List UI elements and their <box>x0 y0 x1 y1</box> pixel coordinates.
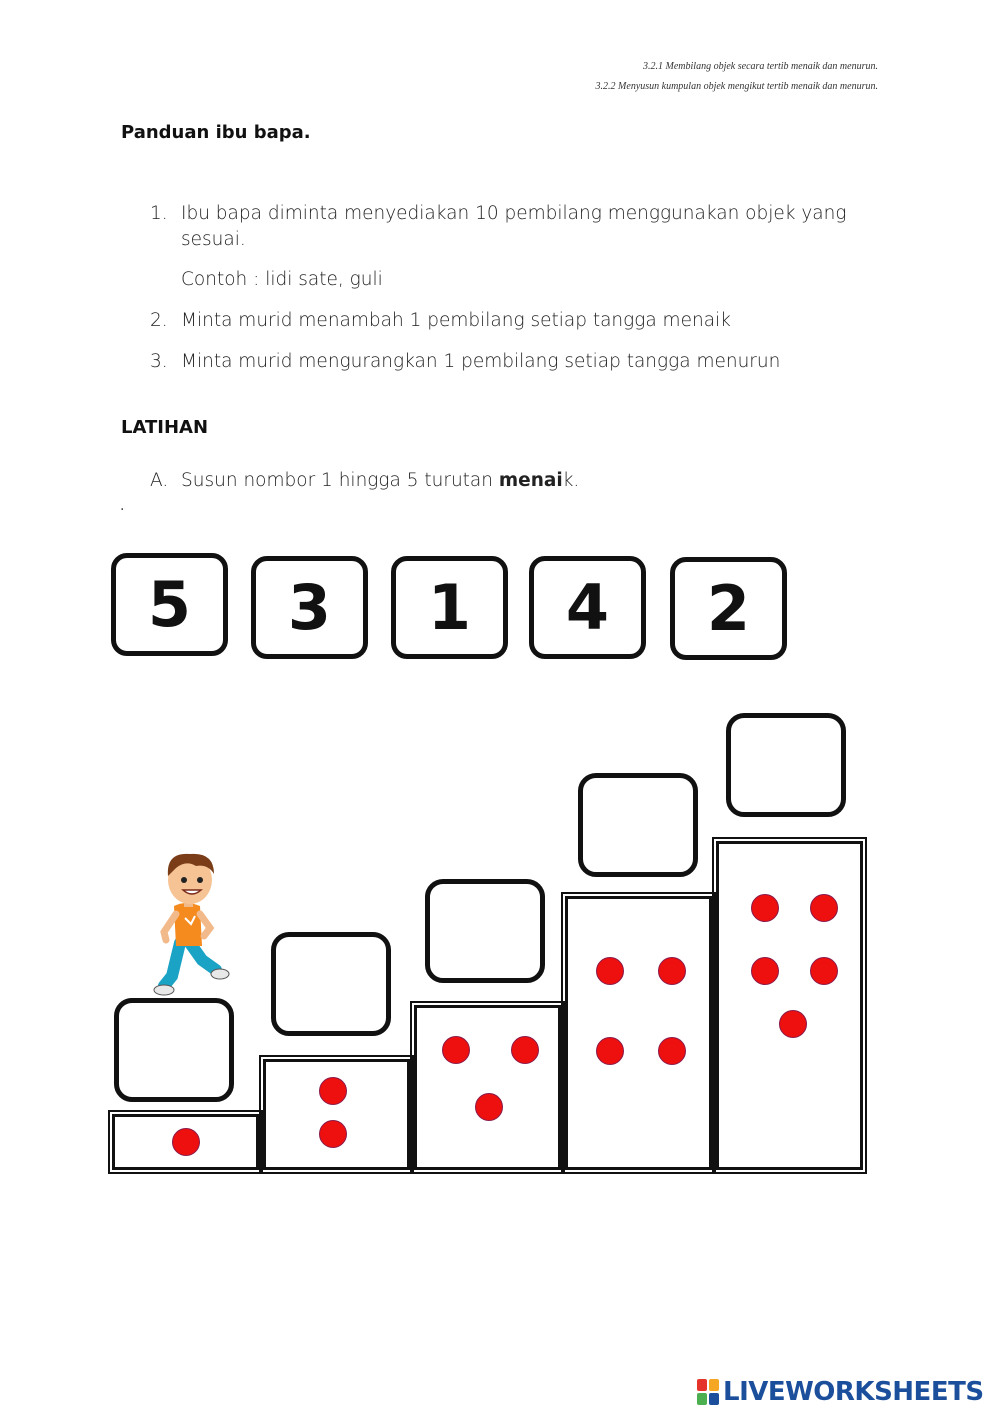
guide-item-1 <box>150 201 870 253</box>
answer-drop-box-1[interactable] <box>114 998 234 1102</box>
answer-drop-box-5[interactable] <box>726 713 846 817</box>
counter-dot <box>475 1093 503 1121</box>
counter-dot <box>810 957 838 985</box>
counter-dot <box>658 1037 686 1065</box>
counter-dot <box>319 1120 347 1148</box>
counter-dot <box>442 1036 470 1064</box>
liveworksheets-logo-icon <box>697 1379 719 1405</box>
curriculum-ref-1: 3.2.1 Membilang objek secara tertib menaik dan menurun. <box>643 61 878 72</box>
counter-dot <box>596 1037 624 1065</box>
stair-step-4 <box>565 896 712 1170</box>
guide-example-text: Contoh : lidi sate, guli <box>181 269 383 290</box>
guide-item-3 <box>150 349 780 375</box>
instruction-letter: A. <box>150 470 169 491</box>
stair-step-3 <box>414 1005 561 1170</box>
stair-step-5 <box>716 841 863 1170</box>
curriculum-ref-2: 3.2.2 Menyusun kumpulan objek mengikut tertib menaik dan menurun. <box>595 81 878 92</box>
counter-dot <box>511 1036 539 1064</box>
exercise-title: LATIHAN <box>121 417 209 438</box>
answer-drop-box-2[interactable] <box>271 932 391 1036</box>
boy-climbing-illustration <box>150 848 230 998</box>
guide-item-2 <box>150 308 731 334</box>
counter-dot <box>779 1010 807 1038</box>
guide-item-number: 3. <box>150 351 168 372</box>
counter-dot <box>658 957 686 985</box>
number-card[interactable]: 4 <box>529 556 646 659</box>
number-card[interactable]: 5 <box>111 553 228 656</box>
counter-dot <box>751 957 779 985</box>
guide-item-text: Ibu bapa diminta menyediakan 10 pembilang menggunakan objek yang sesuai. <box>181 203 847 250</box>
number-card[interactable]: 2 <box>670 557 787 660</box>
stair-step-2 <box>263 1059 410 1170</box>
counter-dot <box>810 894 838 922</box>
number-card[interactable]: 1 <box>391 556 508 659</box>
stray-mark: . <box>120 498 125 514</box>
guide-item-text: Minta murid menambah 1 pembilang setiap tangga menaik <box>181 310 731 331</box>
number-card[interactable]: 3 <box>251 556 368 659</box>
counter-dot <box>751 894 779 922</box>
guide-item-text: Minta murid mengurangkan 1 pembilang setiap tangga menurun <box>181 351 781 372</box>
exercise-instruction: A. Susun nombor 1 hingga 5 turutan menaik. <box>150 468 579 494</box>
answer-drop-box-3[interactable] <box>425 879 545 983</box>
answer-drop-box-4[interactable] <box>578 773 698 877</box>
liveworksheets-logo: LIVEWORKSHEETS <box>697 1377 984 1407</box>
guide-example <box>150 267 383 293</box>
counter-dot <box>319 1077 347 1105</box>
guide-item-number: 1. <box>150 203 168 224</box>
parent-guide-title: Panduan ibu bapa. <box>121 122 311 143</box>
counter-dot <box>596 957 624 985</box>
guide-item-number: 2. <box>150 310 168 331</box>
counter-dot <box>172 1128 200 1156</box>
